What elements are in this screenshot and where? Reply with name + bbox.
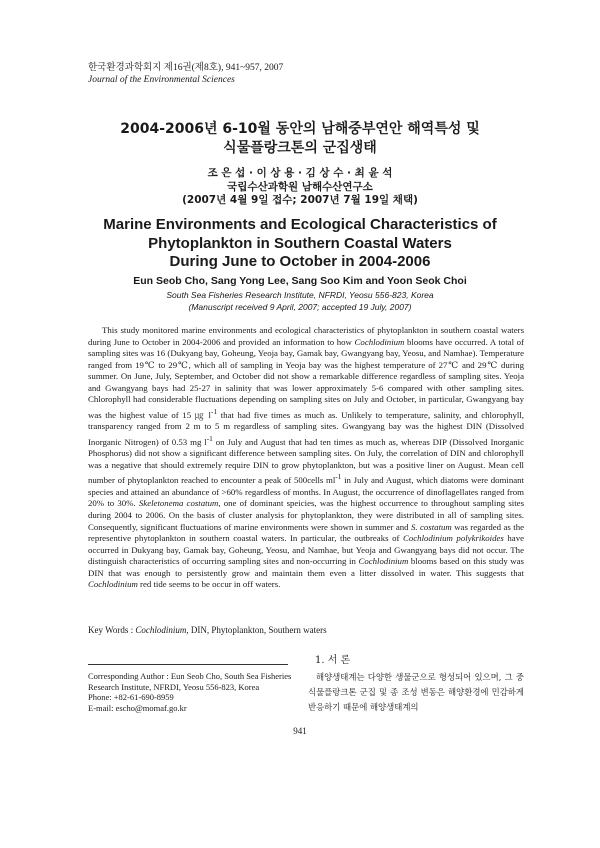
title-english-line2: Phytoplankton in Southern Coastal Waters xyxy=(148,234,452,252)
abstract-text: blooms based on this study was DIN that was enough to persistently grow and maintain them even a litter dissolved in water. This suggests that xyxy=(88,556,524,578)
title-korean-line1: 2004-2006년 6-10월 동안의 남해중부연안 해역특성 및 xyxy=(120,121,480,137)
abstract-superscript: -1 xyxy=(211,406,218,416)
abstract-text: have occurred in Dukyang bay, Gamak bay, Goheung, Yeosu, and Namhae, but Yeoja and Gwangyang bays did not occur. The distinguish characteristics of occurring sampling sites and non-occurring in xyxy=(88,533,524,567)
title-korean-line2: 식물플랑크톤의 군집생태 xyxy=(223,140,377,156)
author-names-korean: 조 은 섭 · 이 상 용 · 김 상 수 · 최 윤 석 xyxy=(207,167,393,179)
title-english-line3: During June to October in 2004-2006 xyxy=(169,253,431,270)
author-names-english: Eun Seob Cho, Sang Yong Lee, Sang Soo Kim and Yoon Seok Choi xyxy=(133,275,467,287)
abstract-text: in July and August, which diatoms were dominant species and attained an abundance of >60% regardless of months. In August, the occurrence of dinoflagellates ranged from 20% to 30%. xyxy=(88,475,524,509)
manuscript-dates: (Manuscript received 9 April, 2007; accepted 19 July, 2007) xyxy=(188,302,412,312)
abstract-italic: Cochlodinium polykrikoides xyxy=(403,533,504,544)
abstract-italic: Cochlodinium xyxy=(358,556,409,567)
authors-korean xyxy=(60,167,540,208)
keywords xyxy=(88,624,327,636)
abstract-text: This study monitored marine environments and ecological characteristics of phytoplankton in southern coastal waters during June to October in 2004-2006 and provided an information to how xyxy=(88,325,524,347)
dates-korean: (2007년 4월 9일 접수; 2007년 7월 19일 채택) xyxy=(182,194,418,206)
journal-header xyxy=(88,62,283,86)
corresponding-author xyxy=(88,671,291,713)
keywords-list: , DIN, Phytoplankton, Southern waters xyxy=(186,625,327,635)
corresponding-line: Corresponding Author : Eun Seob Cho, South Sea Fisheries xyxy=(88,671,292,681)
journal-name: Journal of the Environmental Sciences xyxy=(88,75,235,85)
abstract-superscript: -1 xyxy=(206,433,213,443)
title-english-line1: Marine Environments and Ecological Characteristics of xyxy=(103,216,497,233)
affiliation-english xyxy=(60,289,540,313)
abstract-italic: Cochlodinium xyxy=(88,579,138,590)
corresponding-phone: Phone: +82-61-690-8959 xyxy=(88,692,174,702)
introduction-text: 해양생태계는 다양한 생물군으로 형성되어 있으며, 그 중 식물플랑크톤 군집 및 종 조성 변동은 해양환경에 민감하게 반응하기 때문에 해양생태계의 xyxy=(308,672,524,712)
title-korean xyxy=(60,120,540,158)
abstract-text: that had five times as much as. Unlikely to temperature, salinity, and chlorophyll, transparency ranged from 2 m to 5 m regardless of sampling sites. Gwangyang bay was the highest DIN (Dissolved Inorganic Nitrogen) of 0.53 mg l xyxy=(88,409,525,447)
keywords-italic: Cochlodinium xyxy=(135,625,187,635)
affiliation-text: South Sea Fisheries Research Institute, NFRDI, Yeosu 556-823, Korea xyxy=(166,290,434,300)
title-english xyxy=(60,216,540,272)
abstract xyxy=(88,325,524,591)
abstract-text: , one of dominant speicies, was the highest occurrence to throughout sampling sites during 2004 to 2006. On the basis of cluster analysis for phytoplankton, they were distributed in all of sampling sites. Consequently, significant fluctuations of marine environments were shown in summer and xyxy=(88,498,525,532)
section-heading-introduction: 1. 서 론 xyxy=(315,655,351,666)
corresponding-line: Research Institute, NFRDI, Yeosu 556-823, Korea xyxy=(88,681,260,692)
abstract-text: blooms have occurred. A total of sampling sites was 16 (Dukyang bay, Goheung, Yeoja bay, Gamak bay, Gwangyang bay, Yeosu, and Namhae). Temperature ranged from 19℃ to 29℃, which all of sampling in Yeoja bay was the highest temperature of 27℃ and 29℃ during summer. On June, July, September, and October did not show a remarkable difference regardless of sampling sites. Yeoja and Gwangyang bays had 25-27 in salinity that was lower approximately 5-6 compared with other sampling sites. Chlorophyll had considerable fluctuations depending on sampling sites on July and October, in particular, Gwangyang bay was the highest value of 15 ㎍ l xyxy=(88,336,524,420)
abstract-italic: Cochlodinium xyxy=(354,336,405,347)
footnote-rule xyxy=(88,664,288,665)
abstract-text: red tide seems to be occur in off waters. xyxy=(137,579,281,590)
abstract-italic: S. costatum xyxy=(410,521,452,532)
corresponding-email: E-mail: escho@momaf.go.kr xyxy=(88,702,187,713)
abstract-text: was regarded as the representive phytoplankton in southern coastal waters. In particular, the outbreaks of xyxy=(88,521,524,544)
keywords-label: Key Words : xyxy=(88,625,136,635)
institute-korean: 국립수산과학원 남해수산연구소 xyxy=(227,180,373,193)
page-number: 941 xyxy=(293,726,307,736)
abstract-text: on July and August that had ten times as much as, whereas DIP (Dissolved Inorganic Phosphorus) did not show a significant difference between sampling sites. On July, the correlation of DIN and chlorophyll was a negative that should extremely require DIN to grow phytoplankton, but was a positive liner on August. Mean cell number of phytoplankton reached to encounter a peak of 500cells ml xyxy=(88,436,524,486)
journal-citation: 한국환경과학회지 제16권(제8호), 941~957, 2007 xyxy=(88,63,284,73)
abstract-superscript: -1 xyxy=(335,472,342,482)
abstract-italic: Skeletonema costatum xyxy=(138,498,219,509)
